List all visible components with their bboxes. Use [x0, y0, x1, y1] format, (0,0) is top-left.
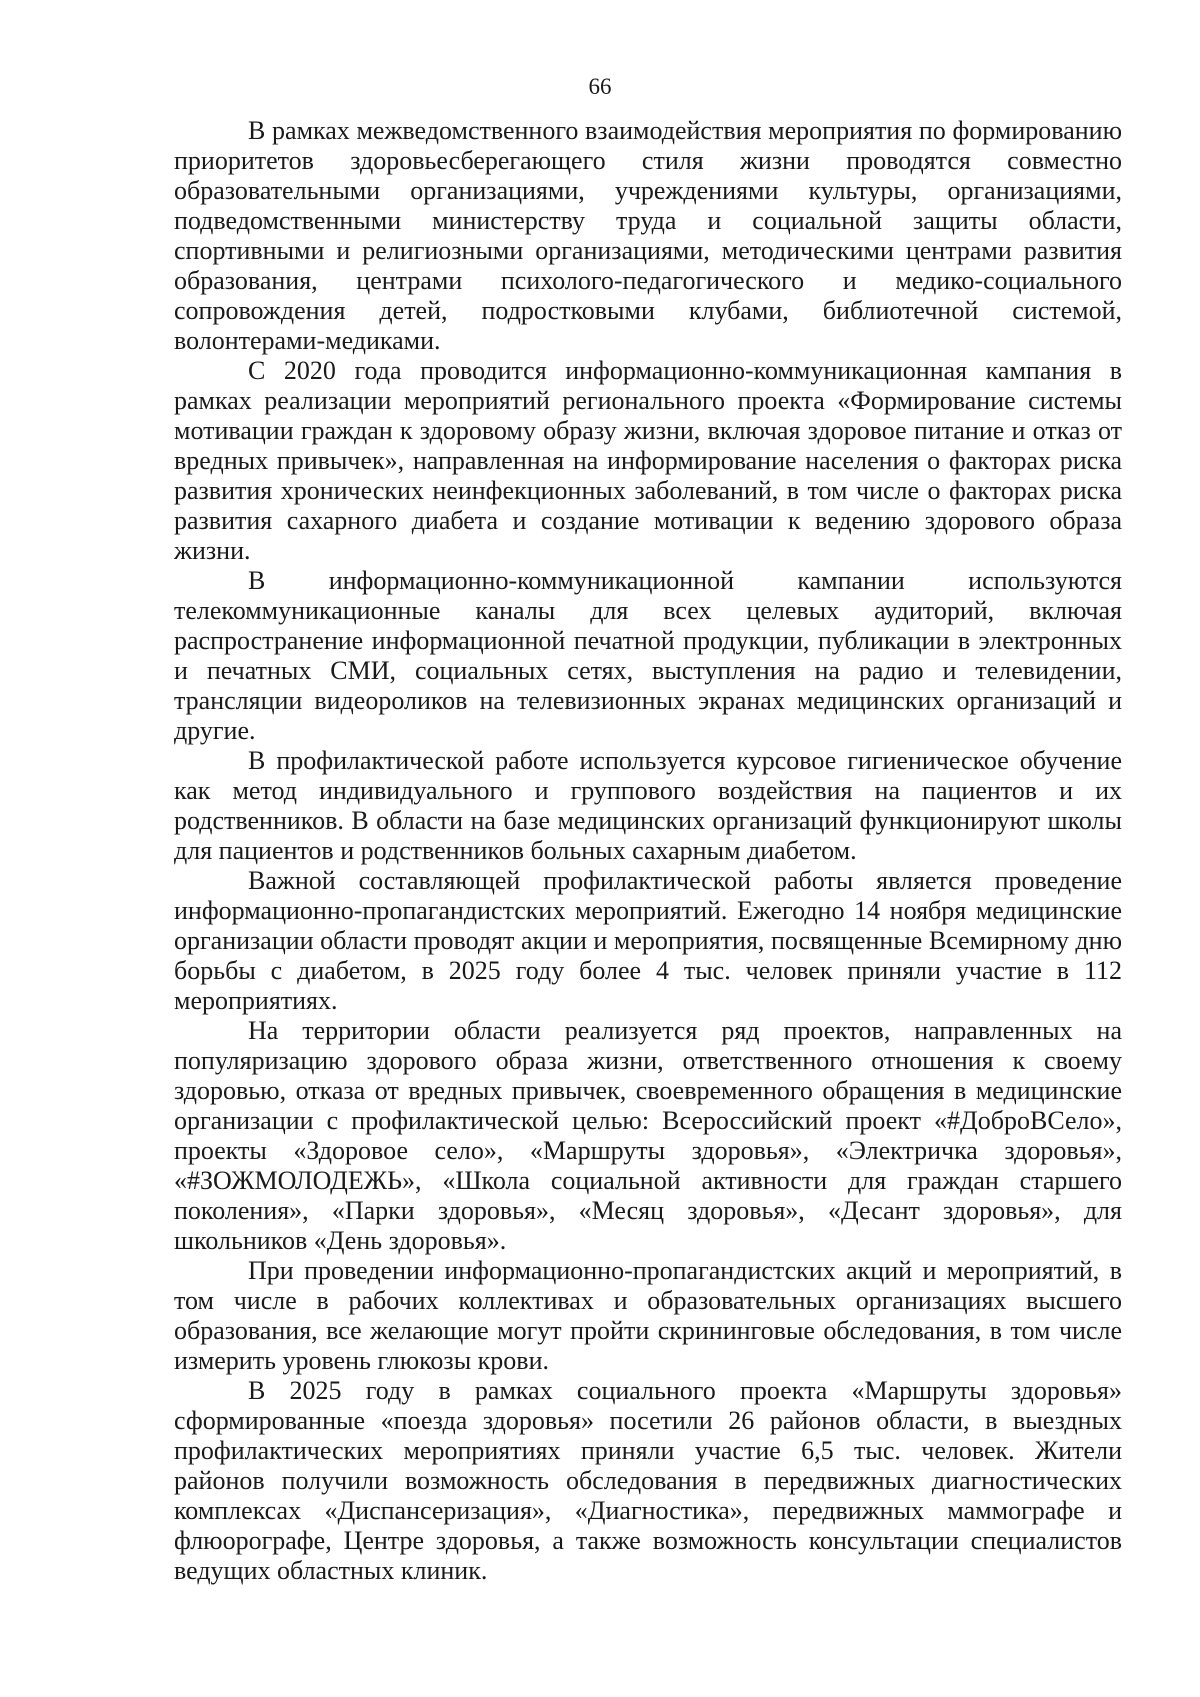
paragraph-healthy-lifestyle-projects: На территории области реализуется ряд проектов, направленных на популяризацию здорового образа жизни, ответственного отношения к своему здоровью, отказа от вредных привычек, своевременного обращения в медицинские организации с профилактической целью: Всероссийский проект «#ДоброВСело», проекты «Здоровое село», «Маршруты здоровья», «Электричка здоровья», «#ЗОЖМОЛОДЕЖЬ», «Школа социальной активности для граждан старшего поколения», «Парки здоровья», «Месяц здоровья», «Десант здоровья», для школьников «День здоровья». — [174, 1016, 1122, 1255]
paragraph-interagency-cooperation: В рамках межведомственного взаимодействия мероприятия по формированию приоритетов здоровьесберегающего стиля жизни проводятся совместно образовательными организациями, учреждениями культуры, организациями, подведомственными министерству труда и социальной защиты области, спортивными и религиозными организациями, методическими центрами развития образования, центрами психолого-педагогического и медико-социального сопровождения детей, подростковыми клубами, библиотечной системой, волонтерами-медиками. — [174, 116, 1122, 355]
paragraph-world-diabetes-day: Важной составляющей профилактической работы является проведение информационно-пропагандистских мероприятий. Ежегодно 14 ноября медицинские организации области проводят акции и мероприятия, посвященные Всемирному дню борьбы с диабетом, в 2025 году более 4 тыс. человек приняли участие в 112 мероприятиях. — [174, 866, 1122, 1015]
paragraph-information-campaign: С 2020 года проводится информационно-коммуникационная кампания в рамках реализации мероприятий регионального проекта «Формирование системы мотивации граждан к здоровому образу жизни, включая здоровое питание и отказ от вредных привычек», направленная на информирование населения о факторах риска развития хронических неинфекционных заболеваний, в том числе о факторах риска развития сахарного диабета и создание мотивации к ведению здорового образа жизни. — [174, 356, 1122, 565]
page-number: 66 — [588, 74, 612, 99]
paragraph-health-routes: В 2025 году в рамках социального проекта «Маршруты здоровья» сформированные «поезда здоровья» посетили 26 районов области, в выездных профилактических мероприятиях приняли участие 6,5 тыс. человек. Жители районов получили возможность обследования в передвижных диагностических комплексах «Диспансеризация», «Диагностика», передвижных маммографе и флюорографе, Центре здоровья, а также возможность консультации специалистов ведущих областных клиник. — [174, 1376, 1122, 1585]
paragraph-screening: При проведении информационно-пропагандистских акций и мероприятий, в том числе в рабочих коллективах и образовательных организациях высшего образования, все желающие могут пройти скрининговые обследования, в том числе измерить уровень глюкозы крови. — [174, 1256, 1122, 1375]
paragraph-telecommunication-channels: В информационно-коммуникационной кампании используются телекоммуникационные каналы для всех целевых аудиторий, включая распространение информационной печатной продукции, публикации в электронных и печатных СМИ, социальных сетях, выступления на радио и телевидении, трансляции видеороликов на телевизионных экранах медицинских организаций и другие. — [174, 566, 1122, 745]
document-body — [174, 116, 1122, 1586]
paragraph-hygienic-training: В профилактической работе используется курсовое гигиеническое обучение как метод индивидуального и группового воздействия на пациентов и их родственников. В области на базе медицинских организаций функционируют школы для пациентов и родственников больных сахарным диабетом. — [174, 746, 1122, 865]
